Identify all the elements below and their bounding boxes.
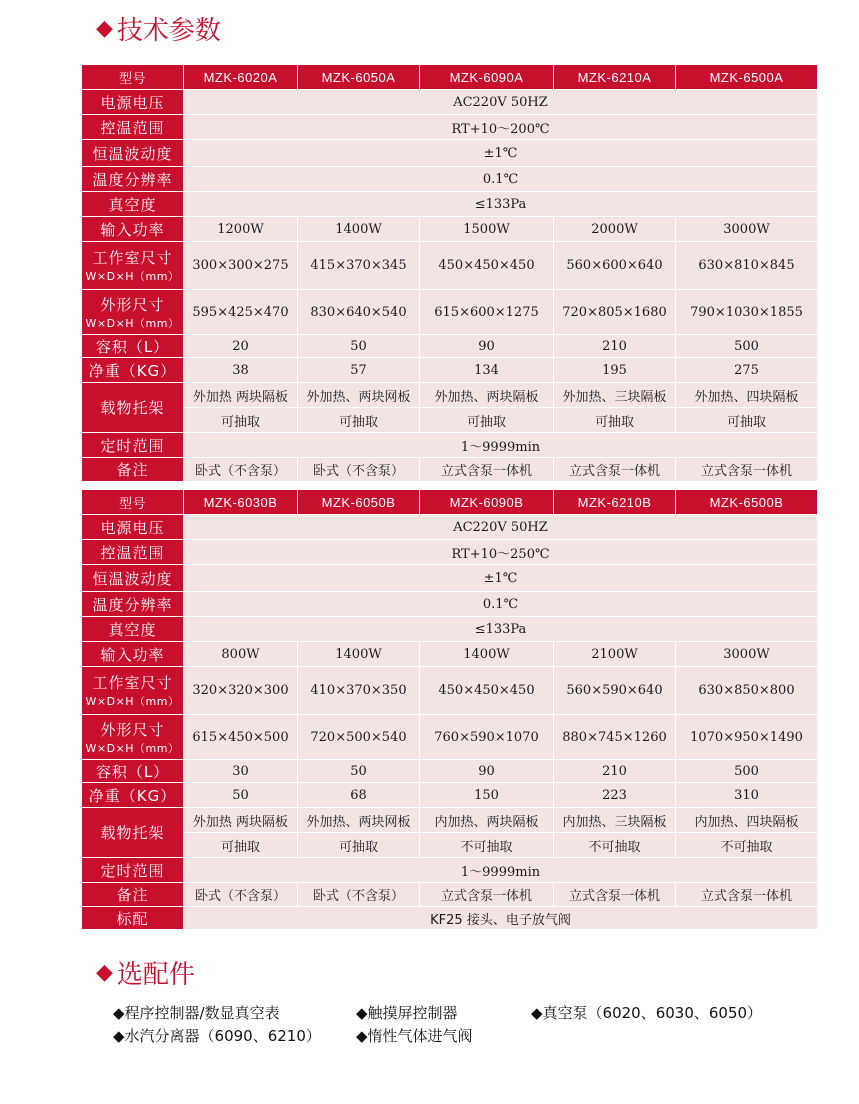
table-cell: 外加热、两块隔板 — [420, 383, 554, 408]
table-cell: 630×850×800 — [676, 667, 818, 715]
table-row — [82, 408, 818, 433]
model-cell: MZK-6090A — [420, 65, 554, 90]
row-label-sub: W×D×H（mm） — [85, 741, 180, 755]
row-label: 载物托架 — [82, 383, 184, 433]
table-cell: 1400W — [298, 642, 420, 667]
model-cell: MZK-6210B — [554, 490, 676, 515]
table-cell: 外加热、两块网板 — [298, 808, 420, 833]
diamond-icon: ◆ — [96, 16, 113, 41]
table-row — [82, 617, 818, 642]
row-label-main: 外形尺寸 — [100, 295, 165, 314]
model-cell: MZK-6050A — [298, 65, 420, 90]
row-label-sub: W×D×H（mm） — [85, 695, 180, 708]
table-cell: 720×805×1680 — [554, 290, 676, 335]
table-cell: 立式含泵一体机 — [554, 458, 676, 482]
spec-table-b — [81, 489, 818, 930]
model-cell: MZK-6500A — [676, 65, 818, 90]
table-cell: KF25 接头、电子放气阀 — [184, 907, 818, 930]
section-title-options — [96, 954, 195, 991]
table-row — [82, 808, 818, 833]
table-cell: 1400W — [420, 642, 554, 667]
table-cell: 2000W — [554, 217, 676, 242]
table-cell: 可抽取 — [184, 833, 298, 858]
option-item: ◆程序控制器/数显真空表 — [113, 1004, 280, 1022]
table-cell: 0.1℃ — [184, 167, 818, 192]
section-title-specs — [96, 10, 221, 47]
table-row — [82, 667, 818, 715]
model-cell: MZK-6090B — [420, 490, 554, 515]
table-row — [82, 833, 818, 858]
table-cell: 50 — [298, 760, 420, 783]
table-cell: 615×450×500 — [184, 715, 298, 760]
model-cell: MZK-6210A — [554, 65, 676, 90]
table-row — [82, 335, 818, 358]
table-cell: 90 — [420, 335, 554, 358]
table-cell: 内加热、两块隔板 — [420, 808, 554, 833]
row-label: 容积（L） — [82, 760, 184, 783]
table-row — [82, 290, 818, 335]
row-label-main: 外形尺寸 — [100, 720, 165, 739]
table-row — [82, 65, 818, 90]
table-row — [82, 140, 818, 167]
row-label-main: 工作室尺寸 — [92, 249, 173, 267]
table-cell: 615×600×1275 — [420, 290, 554, 335]
model-cell: MZK-6020A — [184, 65, 298, 90]
table-cell: 不可抽取 — [676, 833, 818, 858]
row-label: 载物托架 — [82, 808, 184, 858]
table-cell: 50 — [298, 335, 420, 358]
table-cell: 可抽取 — [420, 408, 554, 433]
table-cell: 595×425×470 — [184, 290, 298, 335]
table-cell: 立式含泵一体机 — [676, 883, 818, 907]
row-label: 真空度 — [82, 192, 184, 217]
table-cell: ±1℃ — [184, 565, 818, 592]
table-cell: 210 — [554, 760, 676, 783]
table-cell: 卧式（不含泵） — [298, 883, 420, 907]
table-cell: 450×450×450 — [420, 242, 554, 290]
table-row — [82, 458, 818, 482]
table-cell: 57 — [298, 358, 420, 383]
table-row — [82, 642, 818, 667]
table-row — [82, 217, 818, 242]
table-cell: 415×370×345 — [298, 242, 420, 290]
option-item: ◆惰性气体进气阀 — [356, 1027, 473, 1045]
table-cell: 500 — [676, 760, 818, 783]
table-cell: 630×810×845 — [676, 242, 818, 290]
table-row — [82, 90, 818, 115]
model-cell: MZK-6500B — [676, 490, 818, 515]
table-row — [82, 115, 818, 140]
table-cell: 1400W — [298, 217, 420, 242]
table-cell: 1～9999min — [184, 858, 818, 883]
row-label: 备注 — [82, 458, 184, 482]
table-row — [82, 192, 818, 217]
spec-table-a — [81, 64, 818, 482]
table-cell: 880×745×1260 — [554, 715, 676, 760]
table-cell: 1200W — [184, 217, 298, 242]
row-label — [82, 667, 184, 715]
table-cell: 1070×950×1490 — [676, 715, 818, 760]
table-cell: RT+10～250℃ — [184, 540, 818, 565]
row-label-sub: W×D×H（mm） — [85, 316, 180, 330]
table-cell: 可抽取 — [298, 833, 420, 858]
table-cell: 1500W — [420, 217, 554, 242]
row-label: 恒温波动度 — [82, 140, 184, 167]
table-cell: 275 — [676, 358, 818, 383]
row-label: 温度分辨率 — [82, 167, 184, 192]
row-label: 真空度 — [82, 617, 184, 642]
table-cell: 760×590×1070 — [420, 715, 554, 760]
table-row — [82, 783, 818, 808]
table-row — [82, 760, 818, 783]
table-row — [82, 592, 818, 617]
table-cell: 立式含泵一体机 — [554, 883, 676, 907]
table-cell: 68 — [298, 783, 420, 808]
table-cell: 450×450×450 — [420, 667, 554, 715]
table-row — [82, 858, 818, 883]
table-cell: 560×590×640 — [554, 667, 676, 715]
table-row — [82, 565, 818, 592]
table-cell: RT+10～200℃ — [184, 115, 818, 140]
table-row — [82, 540, 818, 565]
table-cell: 830×640×540 — [298, 290, 420, 335]
table-cell: 外加热 两块隔板 — [184, 808, 298, 833]
row-label: 输入功率 — [82, 642, 184, 667]
table-cell: 内加热、三块隔板 — [554, 808, 676, 833]
table-cell: 立式含泵一体机 — [420, 458, 554, 482]
table-cell: 20 — [184, 335, 298, 358]
table-cell: 外加热、四块隔板 — [676, 383, 818, 408]
option-item: ◆水汽分离器（6090、6210） — [113, 1027, 321, 1045]
row-label: 电源电压 — [82, 90, 184, 115]
row-label-sub: W×D×H（mm） — [85, 270, 180, 283]
table-cell: 30 — [184, 760, 298, 783]
row-label: 恒温波动度 — [82, 565, 184, 592]
table-row — [82, 490, 818, 515]
table-cell: ≤133Pa — [184, 192, 818, 217]
table-cell: 3000W — [676, 642, 818, 667]
table-cell: ≤133Pa — [184, 617, 818, 642]
row-label: 控温范围 — [82, 115, 184, 140]
row-label: 温度分辨率 — [82, 592, 184, 617]
table-cell: 223 — [554, 783, 676, 808]
model-cell: MZK-6050B — [298, 490, 420, 515]
row-label: 型号 — [82, 65, 184, 90]
table-row — [82, 907, 818, 930]
table-cell: 可抽取 — [184, 408, 298, 433]
table-cell: 790×1030×1855 — [676, 290, 818, 335]
table-row — [82, 715, 818, 760]
table-cell: 320×320×300 — [184, 667, 298, 715]
table-cell: 立式含泵一体机 — [676, 458, 818, 482]
table-cell: 90 — [420, 760, 554, 783]
table-cell: 卧式（不含泵） — [184, 458, 298, 482]
table-cell: 195 — [554, 358, 676, 383]
table-cell: 1～9999min — [184, 433, 818, 458]
row-label: 输入功率 — [82, 217, 184, 242]
row-label: 净重（KG） — [82, 783, 184, 808]
table-row — [82, 242, 818, 290]
table-cell: 310 — [676, 783, 818, 808]
table-row — [82, 433, 818, 458]
table-cell: 立式含泵一体机 — [420, 883, 554, 907]
table-cell: 外加热、两块网板 — [298, 383, 420, 408]
table-cell: 3000W — [676, 217, 818, 242]
row-label: 控温范围 — [82, 540, 184, 565]
table-cell: 134 — [420, 358, 554, 383]
table-cell: 720×500×540 — [298, 715, 420, 760]
table-cell: 300×300×275 — [184, 242, 298, 290]
table-cell: 不可抽取 — [554, 833, 676, 858]
table-cell: AC220V 50HZ — [184, 515, 818, 540]
option-item: ◆真空泵（6020、6030、6050） — [531, 1004, 763, 1022]
row-label-main: 工作室尺寸 — [92, 674, 173, 692]
table-cell: 800W — [184, 642, 298, 667]
table-cell: 2100W — [554, 642, 676, 667]
table-row — [82, 883, 818, 907]
option-item: ◆触摸屏控制器 — [356, 1004, 458, 1022]
row-label: 电源电压 — [82, 515, 184, 540]
table-cell: 内加热、四块隔板 — [676, 808, 818, 833]
table-cell: 500 — [676, 335, 818, 358]
table-cell: 0.1℃ — [184, 592, 818, 617]
table-cell: 外加热、三块隔板 — [554, 383, 676, 408]
table-row — [82, 515, 818, 540]
table-cell: 210 — [554, 335, 676, 358]
table-cell: 外加热 两块隔板 — [184, 383, 298, 408]
table-cell: 38 — [184, 358, 298, 383]
table-cell: 可抽取 — [554, 408, 676, 433]
table-cell: 150 — [420, 783, 554, 808]
table-cell: 卧式（不含泵） — [184, 883, 298, 907]
model-cell: MZK-6030B — [184, 490, 298, 515]
table-cell: 560×600×640 — [554, 242, 676, 290]
diamond-icon: ◆ — [96, 960, 113, 985]
table-cell: 卧式（不含泵） — [298, 458, 420, 482]
table-row — [82, 167, 818, 192]
row-label: 备注 — [82, 883, 184, 907]
table-cell: ±1℃ — [184, 140, 818, 167]
row-label — [82, 715, 184, 760]
table-cell: AC220V 50HZ — [184, 90, 818, 115]
table-cell: 50 — [184, 783, 298, 808]
section-title-text: 选配件 — [116, 960, 195, 990]
table-cell: 可抽取 — [298, 408, 420, 433]
row-label: 净重（KG） — [82, 358, 184, 383]
row-label — [82, 290, 184, 335]
table-row — [82, 358, 818, 383]
section-title-text: 技术参数 — [116, 16, 221, 46]
table-row — [82, 383, 818, 408]
row-label: 容积（L） — [82, 335, 184, 358]
table-cell: 不可抽取 — [420, 833, 554, 858]
row-label: 型号 — [82, 490, 184, 515]
row-label: 定时范围 — [82, 433, 184, 458]
row-label: 标配 — [82, 907, 184, 930]
table-cell: 可抽取 — [676, 408, 818, 433]
table-cell: 410×370×350 — [298, 667, 420, 715]
row-label — [82, 242, 184, 290]
row-label: 定时范围 — [82, 858, 184, 883]
